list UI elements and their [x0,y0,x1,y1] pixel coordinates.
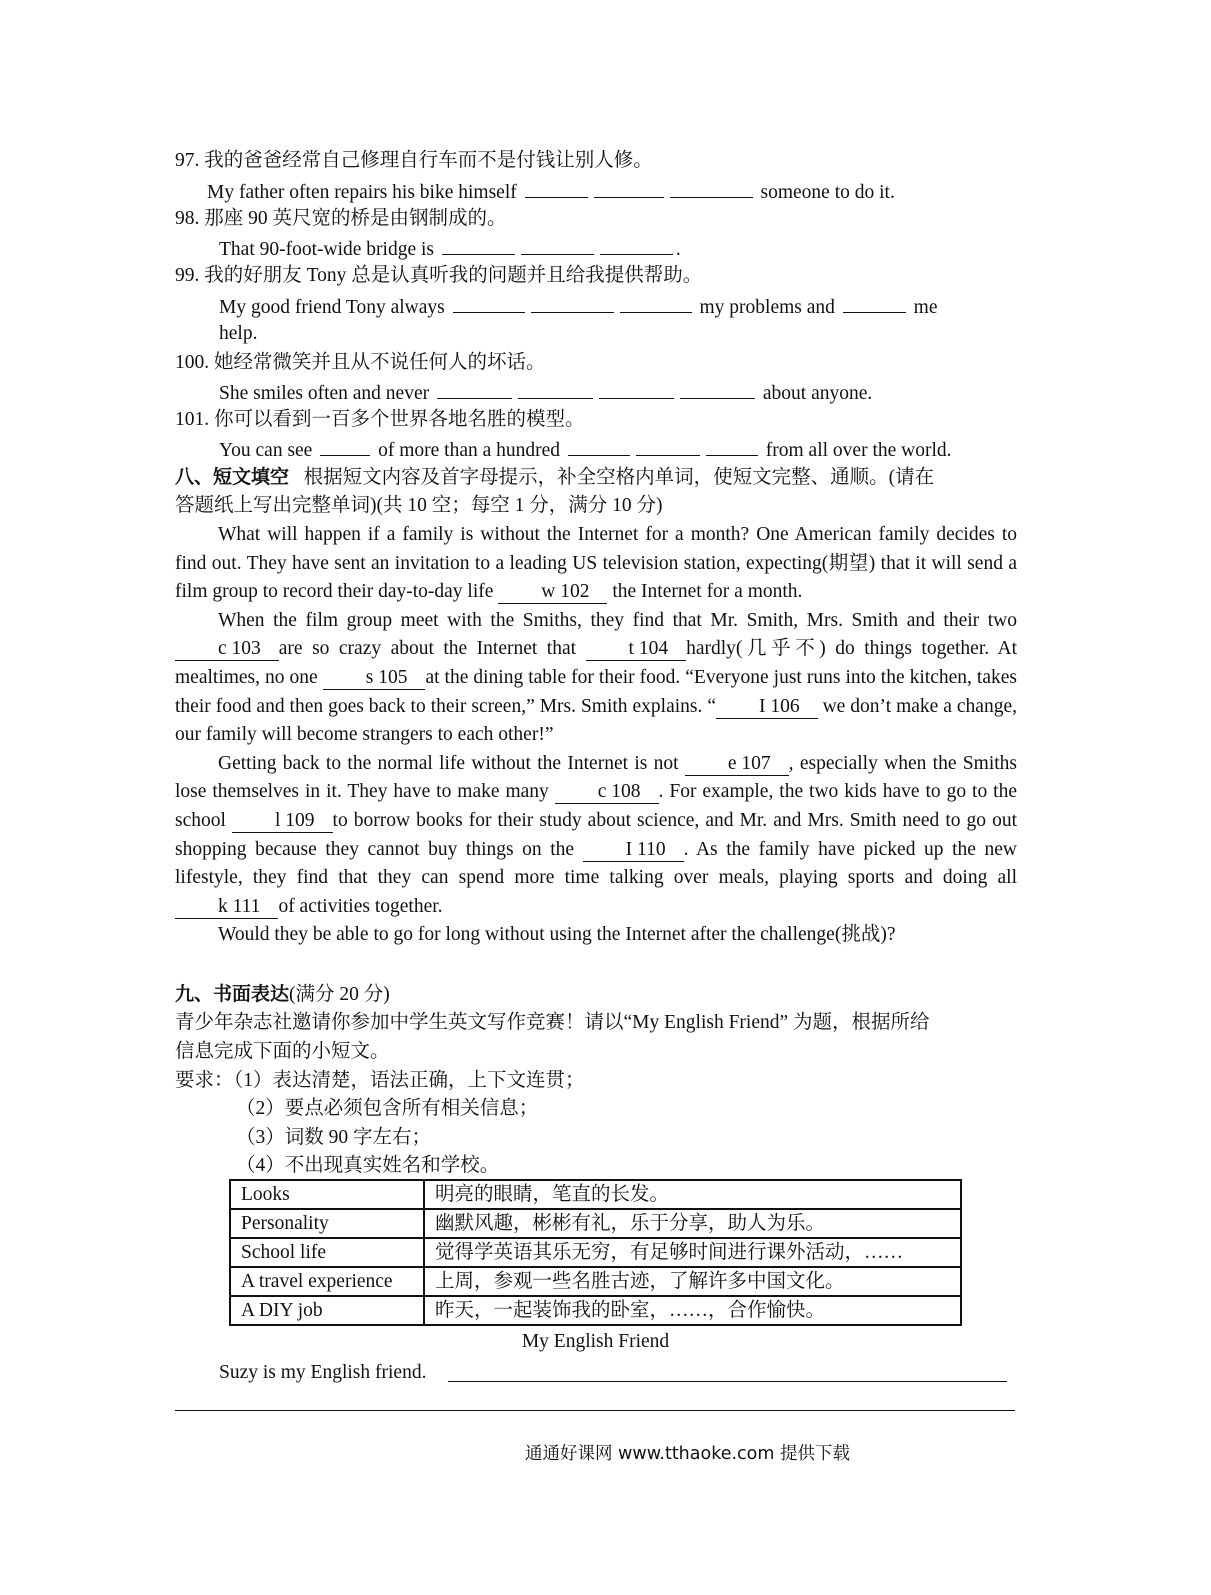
requirement-item: （4）不出现真实姓名和学校。 [236,1155,500,1176]
answer-blank[interactable] [843,292,906,313]
requirement-3 [236,1124,1081,1152]
answer-blank[interactable] [525,177,588,198]
essay-start [219,1359,1064,1387]
english-text: about anyone. [762,383,873,404]
table-value: 觉得学英语其乐无穷，有足够时间进行课外活动，…… [424,1238,961,1267]
table-key: Personality [230,1209,424,1238]
passage-paragraph [175,607,1017,750]
requirement-2 [236,1095,1081,1123]
essay-title: My English Friend [521,1331,670,1352]
answer-blank[interactable] [521,234,594,255]
passage-text: the Internet for a month. [612,581,803,603]
passage-text: When the film group meet with the Smiths, they find that Mr. Smith, Mrs. Smith and their two [218,609,1017,631]
answer-blank-105[interactable]: s 105 [323,667,426,690]
requirements-label: 要求： [175,1070,234,1091]
question-101-english [219,435,1064,465]
question-99-english [219,292,1064,322]
answer-blank[interactable] [531,292,614,313]
requirement-4 [236,1152,1081,1180]
passage-paragraph [175,921,1017,950]
writing-line[interactable] [448,1381,1007,1382]
english-text: My good friend Tony always [219,297,445,318]
question-97 [175,147,1020,175]
answer-blank[interactable] [518,378,593,399]
info-table [229,1179,962,1326]
question-100-english [219,378,1064,408]
english-text: My father often repairs his bike himself [207,182,517,203]
section-9-intro [175,1009,1020,1037]
intro-text: 信息完成下面的小短文。 [175,1041,390,1062]
section-title: 八、短文填空 [175,466,290,488]
english-text: me [913,297,938,318]
essay-first-sentence: Suzy is my English friend. [219,1362,427,1383]
question-chinese: 我的爸爸经常自己修理自行车而不是付钱让别人修。 [204,150,653,171]
question-101 [175,406,1020,434]
requirements [175,1067,1020,1095]
section-8-heading [175,463,1020,492]
answer-blank-103[interactable]: c 103 [175,638,279,661]
answer-blank[interactable] [706,435,758,456]
passage-text: we don’t make a change, our family will become strangers to each other!” [175,695,1017,746]
english-text: of more than a hundred [378,440,561,461]
answer-blank-109[interactable]: l 109 [232,810,333,833]
question-99-english-cont [219,320,1064,348]
passage-text: . For example, the two kids have to go to the school [175,781,1017,831]
question-98 [175,205,1020,233]
answer-blank-110[interactable]: I 110 [583,839,684,862]
question-number: 98. [175,208,200,229]
english-text: help. [219,323,258,344]
table-row [230,1267,961,1296]
passage-text: What will happen if a family is without the Internet for a month? One American family decides to find out. They have sent an invitation to a leading US television station, expecting(期望) that it will send a film group to record their day-to-day life [175,524,1017,603]
english-text: someone to do it. [760,182,895,203]
requirement-item: （1）表达清楚，语法正确，上下文连贯； [233,1070,585,1091]
question-chinese: 你可以看到一百多个世界各地名胜的模型。 [214,409,585,430]
footer-source: 通通好课网 www.tthaoke.com 提供下载 [525,1444,850,1464]
passage-text: . As the family have picked up the new lifestyle, they find that they can spend more time talking over meals, playing sports and doing all [175,838,1018,889]
section-8-instruction-cont [175,492,1020,520]
passage-paragraph [175,521,1017,607]
answer-blank[interactable] [568,435,630,456]
section-9-intro-cont [175,1038,1020,1066]
answer-blank[interactable] [600,234,673,255]
answer-blank-111[interactable]: k 111 [175,896,278,919]
question-number: 97. [175,150,200,171]
answer-blank-107[interactable]: e 107 [685,753,789,776]
cloze-passage [175,521,1017,950]
section-score: (满分 20 分) [289,984,390,1005]
passage-text: are so crazy about the Internet that [278,638,577,660]
question-number: 100. [175,352,210,373]
question-99 [175,262,1020,290]
answer-blank[interactable] [620,292,692,313]
section-title: 九、书面表达 [175,983,290,1005]
answer-blank[interactable] [594,177,664,198]
section-9-heading [175,980,1020,1009]
passage-text: hardly(几乎不) do things together. At mealtimes, no one [175,638,1018,688]
answer-blank-106[interactable]: I 106 [716,696,818,719]
table-value: 上周，参观一些名胜古迹，了解许多中国文化。 [424,1267,961,1296]
table-key: School life [230,1238,424,1267]
question-chinese: 我的好朋友 Tony 总是认真听我的问题并且给我提供帮助。 [204,265,703,286]
passage-paragraph [175,750,1017,922]
table-row [230,1296,961,1325]
intro-text: 青少年杂志社邀请你参加中学生英文写作竞赛！请以“My English Friend” 为题，根据所给 [175,1012,930,1033]
question-97-english [207,177,1052,207]
table-value: 幽默风趣，彬彬有礼，乐于分享，助人为乐。 [424,1209,961,1238]
question-number: 99. [175,265,200,286]
table-row [230,1180,961,1209]
answer-blank[interactable] [636,435,700,456]
question-chinese: 她经常微笑并且从不说任何人的坏话。 [214,352,546,373]
passage-text: at the dining table for their food. “Everyone just runs into the kitchen, takes their food and then goes back to their screen,” Mrs. Smith explains. “ [175,666,1017,717]
question-chinese: 那座 90 英尺宽的桥是由钢制成的。 [204,208,507,229]
requirement-item: （3）词数 90 字左右； [236,1127,432,1148]
english-text: You can see [219,440,313,461]
answer-blank[interactable] [599,378,674,399]
answer-blank[interactable] [442,234,515,255]
answer-blank[interactable] [453,292,525,313]
table-row [230,1209,961,1238]
answer-blank[interactable] [320,435,370,456]
table-key: Looks [230,1180,424,1209]
english-text: That 90-foot-wide bridge is [219,239,434,260]
passage-text: of activities together. [278,895,443,917]
passage-text: Would they be able to go for long without using the Internet after the challenge(挑战)? [218,924,896,946]
question-100 [175,349,1020,377]
table-value: 明亮的眼睛，笔直的长发。 [424,1180,961,1209]
answer-blank-104[interactable]: t 104 [586,638,687,661]
requirement-item: （2）要点必须包含所有相关信息； [236,1098,539,1119]
table-key: A travel experience [230,1267,424,1296]
writing-line[interactable] [175,1410,1015,1411]
table-row [230,1238,961,1267]
question-98-english [219,234,1064,264]
english-text: my problems and [699,297,835,318]
question-number: 101. [175,409,210,430]
passage-text: , especially when the Smiths lose themselves in it. They have to make many [175,752,1017,803]
answer-blank-102[interactable]: w 102 [498,581,607,604]
answer-blank[interactable] [670,177,753,198]
answer-blank[interactable] [437,378,512,399]
table-value: 昨天，一起装饰我的卧室，……，合作愉快。 [424,1296,961,1325]
answer-blank[interactable] [680,378,755,399]
section-instruction: 根据短文内容及首字母提示，补全空格内单词，使短文完整、通顺。(请在 [303,467,935,488]
english-text: from all over the world. [765,440,952,461]
passage-text: Getting back to the normal life without the Internet is not [218,752,679,774]
passage-text: to borrow books for their study about science, and Mr. and Mrs. Smith need to go out shopping because they cannot buy things on the [175,809,1018,860]
table-key: A DIY job [230,1296,424,1325]
answer-blank-108[interactable]: c 108 [555,781,659,804]
section-instruction: 答题纸上写出完整单词)(共 10 空；每空 1 分，满分 10 分) [175,495,663,516]
english-text: She smiles often and never [219,383,430,404]
english-text: . [675,239,681,260]
